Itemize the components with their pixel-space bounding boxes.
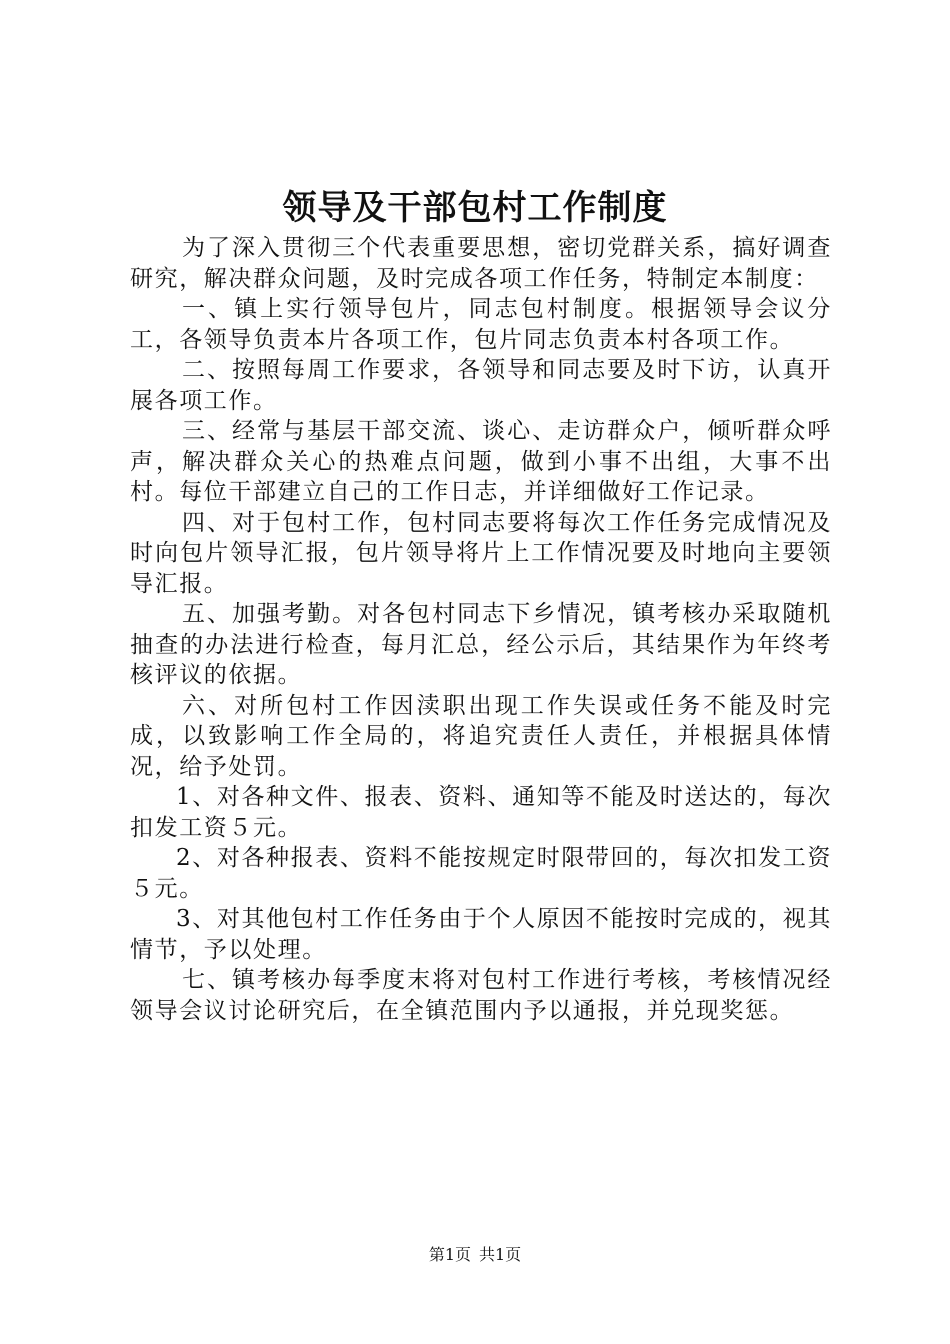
paragraph-clause-4: 四、对于包村工作，包村同志要将每次工作任务完成情况及时向包片领导汇报，包片领导将片上工作情况要及时地向主要领导汇报。 — [130, 509, 832, 597]
paragraph-clause-5: 五、加强考勤。对各包村同志下乡情况，镇考核办采取随机抽查的办法进行检查，每月汇总，经公示后，其结果作为年终考核评议的依据。 — [130, 601, 832, 688]
paragraph-clause-3: 三、经常与基层干部交流、谈心、走访群众户，倾听群众呼声，解决群众关心的热难点问题，做到小事不出组，大事不出村。每位干部建立自己的工作日志，并详细做好工作记录。 — [130, 418, 832, 505]
paragraph-sub-item-3: 3、对其他包村工作任务由于个人原因不能按时完成的，视其情节，予以处理。 — [130, 906, 832, 963]
paragraph-clause-1: 一、镇上实行领导包片，同志包村制度。根据领导会议分工，各领导负责本片各项工作，包片同志负责本村各项工作。 — [130, 296, 832, 353]
paragraph-intro: 为了深入贯彻三个代表重要思想，密切党群关系，搞好调查研究，解决群众问题，及时完成各项工作任务，特制定本制度： — [130, 235, 832, 292]
page-footer — [0, 1244, 950, 1266]
paragraph-clause-7: 七、镇考核办每季度末将对包村工作进行考核，考核情况经领导会议讨论研究后，在全镇范围内予以通报，并兑现奖惩。 — [130, 967, 832, 1024]
paragraph-clause-2: 二、按照每周工作要求，各领导和同志要及时下访，认真开展各项工作。 — [130, 357, 832, 414]
paragraph-sub-item-1: 1、对各种文件、报表、资料、通知等不能及时送达的，每次扣发工资５元。 — [130, 784, 832, 841]
paragraph-clause-6: 六、对所包村工作因渎职出现工作失误或任务不能及时完成，以致影响工作全局的，将追究责任人责任，并根据具体情况，给予处罚。 — [130, 692, 832, 780]
page-number: 第1页 — [428, 1245, 471, 1264]
document-title: 领导及干部包村工作制度 — [282, 188, 668, 228]
document-body — [130, 233, 832, 1026]
page-total: 共1页 — [479, 1245, 522, 1264]
paragraph-sub-item-2: 2、对各种报表、资料不能按规定时限带回的，每次扣发工资５元。 — [130, 845, 832, 902]
